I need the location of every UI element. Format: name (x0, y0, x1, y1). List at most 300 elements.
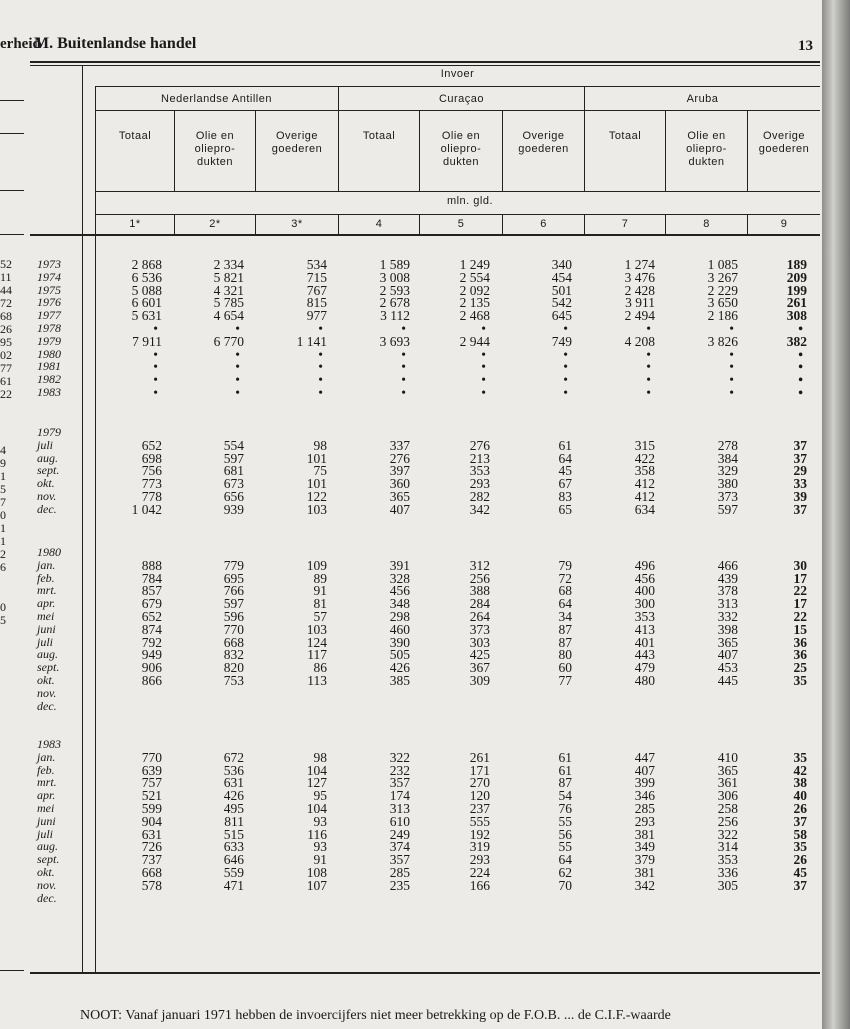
table-cell: 45 (558, 463, 572, 479)
table-cell: 109 (306, 557, 327, 573)
table-cell: 107 (306, 877, 327, 893)
col-number: 8 (703, 218, 710, 230)
table-cell: 249 (389, 826, 410, 842)
table-cell: 5 631 (131, 308, 162, 324)
table-cell: 599 (141, 801, 162, 816)
table-cell: 668 (223, 634, 244, 650)
subhead-overige: Overige goederen (518, 130, 569, 155)
row-label: mrt. (37, 583, 57, 598)
row-label: 1976 (37, 295, 61, 310)
table-cell: 672 (223, 749, 244, 765)
table-cell: • (729, 346, 734, 362)
table-cell: 353 (634, 609, 655, 624)
table-cell: 792 (141, 634, 162, 650)
table-cell: 89 (313, 570, 327, 586)
table-cell: • (798, 385, 803, 400)
table-cell: 124 (306, 634, 327, 650)
table-cell: 6 770 (213, 333, 244, 349)
table-cell: 401 (634, 634, 655, 650)
table-cell: • (563, 372, 568, 388)
table-cell: 29 (793, 463, 807, 479)
page-number: 13 (798, 38, 813, 54)
table-cell: 555 (469, 813, 490, 829)
table-cell: 904 (141, 813, 162, 829)
row-label: nov. (37, 877, 57, 892)
table-cell: 412 (634, 489, 655, 504)
table-cell: 753 (223, 673, 244, 688)
table-cell: 3 693 (379, 333, 410, 349)
table-cell: • (235, 346, 240, 362)
table-cell: 426 (223, 788, 244, 804)
row-label: dec. (37, 698, 57, 713)
table-cell: 315 (634, 437, 655, 453)
table-cell: 2 593 (379, 282, 410, 298)
row-label: 1978 (37, 321, 61, 335)
table-cell: 412 (634, 476, 655, 492)
table-cell: 308 (786, 308, 807, 324)
table-cell: 456 (389, 583, 410, 599)
table-cell: 332 (717, 609, 738, 624)
table-cell: 874 (141, 621, 162, 637)
table-cell: 322 (389, 749, 410, 765)
row-label: 1980 (37, 545, 61, 559)
row-label: aug. (37, 647, 58, 662)
row-label: 1979 (37, 425, 61, 439)
table-cell: 256 (469, 570, 490, 586)
table-cell: 380 (717, 476, 738, 492)
table-cell: 199 (786, 282, 807, 298)
table-cell: 578 (141, 877, 162, 893)
table-cell: 101 (306, 476, 327, 492)
table-cell: 103 (306, 501, 327, 517)
table-cell: 784 (141, 570, 162, 586)
table-cell: 646 (223, 852, 244, 868)
row-label: 1982 (37, 372, 61, 387)
table-cell: 381 (634, 826, 655, 842)
margin-rule (0, 100, 24, 101)
table-cell: 36 (793, 634, 807, 650)
table-cell: 42 (793, 762, 807, 778)
table-cell: 2 092 (459, 282, 490, 298)
table-cell: 2 494 (624, 308, 655, 324)
table-cell: 127 (306, 775, 327, 791)
table-cell: 104 (306, 762, 327, 778)
table-cell: 652 (141, 437, 162, 453)
table-cell: 70 (558, 877, 572, 893)
row-label: dec. (37, 890, 57, 905)
table-cell: 22 (793, 583, 807, 599)
table-cell: 2 186 (707, 308, 738, 324)
table-cell: 37 (793, 437, 807, 453)
table-cell: 293 (469, 852, 490, 868)
margin-fragment: 72 (0, 296, 12, 310)
table-cell: 276 (389, 450, 410, 466)
table-cell: 656 (223, 489, 244, 504)
table-cell: • (318, 385, 323, 400)
table-cell: 258 (717, 801, 738, 816)
margin-fragment: 7 (0, 495, 6, 509)
table-cell: 116 (307, 826, 327, 842)
table-cell: 256 (717, 813, 738, 829)
table-cell: 37 (793, 813, 807, 829)
table-cell: 72 (558, 570, 572, 586)
margin-fragment: 22 (0, 387, 12, 401)
table-cell: 79 (558, 557, 572, 573)
table-cell: 67 (558, 476, 572, 492)
invoer-header: Invoer (440, 68, 475, 80)
table-cell: 65 (558, 501, 572, 517)
table-cell: 479 (634, 660, 655, 676)
invoer-rule (95, 86, 820, 87)
table-cell: 360 (389, 476, 410, 492)
table-cell: 715 (306, 269, 327, 285)
row-label: sept. (37, 463, 60, 478)
table-cell: • (318, 321, 323, 336)
table-cell: 35 (793, 673, 807, 688)
col-number: 4 (375, 218, 383, 230)
col-number: 6 (540, 218, 547, 230)
header-rule (30, 61, 820, 63)
table-cell: 426 (389, 660, 410, 676)
margin-rule (0, 970, 24, 971)
left-page-fragment: erheid (0, 36, 41, 52)
table-cell: 17 (793, 570, 807, 586)
book-edge (822, 0, 850, 1029)
table-cell: 87 (558, 775, 572, 791)
table-cell: • (235, 372, 240, 388)
table-cell: 40 (793, 788, 807, 804)
row-label: 1980 (37, 346, 61, 361)
table-cell: 390 (389, 634, 410, 650)
col-number: 1* (129, 218, 141, 230)
table-cell: 342 (469, 501, 490, 517)
table-cell: 4 321 (213, 282, 244, 298)
table-cell: 113 (307, 673, 327, 688)
table-cell: 93 (313, 813, 327, 829)
margin-fragment: 61 (0, 374, 12, 388)
table-cell: 399 (634, 775, 655, 791)
table-cell: 374 (389, 839, 410, 855)
row-label: 1979 (37, 333, 61, 348)
table-cell: • (318, 372, 323, 388)
table-cell: • (235, 359, 240, 375)
table-cell: 668 (141, 865, 162, 880)
table-cell: • (798, 359, 803, 375)
table-cell: 64 (558, 852, 572, 868)
table-cell: 2 554 (459, 269, 490, 285)
col-number: 7 (621, 218, 629, 230)
table-cell: • (798, 321, 803, 336)
table-cell: 2 428 (624, 282, 655, 298)
table-cell: 340 (551, 257, 572, 272)
table-cell: 108 (306, 865, 327, 880)
table-cell: 68 (558, 583, 572, 599)
table-cell: 122 (306, 489, 327, 504)
margin-fragment: 0 (0, 508, 6, 522)
table-cell: 86 (313, 660, 327, 676)
table-cell: 757 (141, 775, 162, 791)
table-cell: 346 (634, 788, 655, 804)
table-cell: 6 601 (131, 295, 162, 311)
table-cell: 58 (793, 826, 807, 842)
margin-fragment: 6 (0, 560, 6, 574)
table-cell: 815 (306, 295, 327, 311)
table-cell: 695 (223, 570, 244, 586)
table-cell: 98 (313, 437, 327, 453)
table-cell: 3 008 (379, 269, 410, 285)
table-cell: • (481, 359, 486, 375)
table-cell: 652 (141, 609, 162, 624)
table-cell: • (153, 359, 158, 375)
table-cell: 373 (717, 489, 738, 504)
table-cell: 456 (634, 570, 655, 586)
subhead-overige: Overige goederen (271, 130, 323, 155)
table-cell: • (481, 321, 486, 336)
table-cell: 373 (469, 621, 490, 637)
table-cell: 407 (389, 501, 410, 517)
table-cell: • (646, 359, 651, 375)
row-label: 1983 (37, 385, 61, 399)
table-cell: 57 (313, 609, 327, 624)
subhead-totaal: Totaal (118, 130, 152, 142)
table-cell: 232 (389, 762, 410, 778)
row-label: nov. (37, 489, 57, 503)
table-cell: 398 (717, 621, 738, 637)
table-cell: 378 (717, 583, 738, 599)
margin-fragment: 95 (0, 335, 12, 349)
table-cell: 631 (141, 826, 162, 842)
table-cell: 767 (306, 282, 327, 298)
table-cell: 353 (469, 463, 490, 479)
table-cell: • (401, 359, 406, 375)
group-rule (95, 110, 820, 111)
table-cell: 93 (313, 839, 327, 855)
table-left-border (82, 65, 83, 972)
table-cell: 365 (717, 762, 738, 778)
table-cell: 631 (223, 775, 244, 791)
margin-fragment: 1 (0, 469, 6, 483)
table-cell: 811 (224, 813, 244, 829)
table-cell: 235 (389, 877, 410, 893)
table-cell: • (729, 321, 734, 336)
section-title: M. Buitenlandse handel (34, 35, 197, 52)
row-label: mei (37, 801, 55, 815)
table-cell: 80 (558, 647, 572, 663)
table-cell: 312 (469, 557, 490, 573)
row-label: juni (37, 621, 56, 636)
table-cell: 30 (793, 557, 807, 573)
table-cell: 166 (469, 877, 490, 893)
table-cell: 382 (786, 333, 807, 349)
table-cell: 37 (793, 450, 807, 466)
table-cell: 61 (558, 762, 572, 778)
table-cell: 410 (717, 749, 738, 765)
table-cell: 726 (141, 839, 162, 855)
table-cell: 2 468 (459, 308, 490, 324)
table-cell: 5 088 (131, 282, 162, 298)
table-cell: 679 (141, 596, 162, 612)
table-cell: 7 911 (132, 333, 162, 349)
group-curacao: Curaçao (438, 93, 485, 105)
table-cell: • (646, 385, 651, 400)
table-cell: 596 (223, 609, 244, 624)
row-label: apr. (37, 788, 56, 803)
table-cell: 35 (793, 749, 807, 765)
table-cell: 443 (634, 647, 655, 663)
row-label: apr. (37, 596, 56, 611)
table-cell: 103 (306, 621, 327, 637)
table-cell: 857 (141, 583, 162, 599)
table-cell: 55 (558, 813, 572, 829)
table-cell: 445 (717, 673, 738, 688)
table-cell: 749 (551, 333, 572, 349)
margin-fragment: 0 (0, 600, 6, 614)
margin-fragment: 52 (0, 257, 12, 271)
table-cell: 348 (389, 596, 410, 612)
table-cell: 38 (793, 775, 807, 791)
table-cell: 388 (469, 583, 490, 599)
table-cell: 62 (558, 865, 572, 880)
table-cell: 357 (389, 775, 410, 791)
row-label: 1977 (37, 308, 61, 323)
table-cell: 189 (786, 257, 807, 272)
table-cell: 542 (551, 295, 572, 311)
table-cell: 306 (717, 788, 738, 804)
table-cell: 534 (306, 257, 327, 272)
table-cell: 4 208 (624, 333, 655, 349)
table-cell: 381 (634, 865, 655, 880)
table-cell: 397 (389, 463, 410, 479)
table-cell: • (318, 359, 323, 375)
table-cell: 673 (223, 476, 244, 492)
margin-fragment: 77 (0, 361, 12, 375)
table-cell: 379 (634, 852, 655, 868)
margin-rule (0, 133, 24, 134)
table-cell: 4 654 (213, 308, 244, 324)
table-cell: 285 (389, 865, 410, 880)
table-cell: 270 (469, 775, 490, 791)
table-cell: 400 (634, 583, 655, 599)
table-cell: 81 (313, 596, 327, 612)
table-cell: 770 (223, 621, 244, 637)
table-cell: • (401, 372, 406, 388)
table-cell: • (401, 346, 406, 362)
table-cell: 264 (469, 609, 490, 624)
table-cell: 285 (634, 801, 655, 816)
table-cell: 425 (469, 647, 490, 663)
table-cell: 384 (717, 450, 738, 466)
table-cell: 820 (223, 660, 244, 676)
table-cell: 224 (469, 865, 490, 880)
table-cell: • (798, 372, 803, 388)
table-cell: 342 (634, 877, 655, 893)
table-cell: 1 141 (296, 333, 327, 349)
table-cell: 681 (223, 463, 244, 479)
table-cell: 2 334 (213, 257, 244, 272)
table-cell: 639 (141, 762, 162, 778)
table-cell: 5 821 (213, 269, 244, 285)
table-cell: 2 678 (379, 295, 410, 311)
margin-rule (0, 234, 24, 235)
row-label: feb. (37, 762, 55, 777)
table-cell: • (401, 385, 406, 400)
table-cell: 939 (223, 501, 244, 517)
margin-fragment: 1 (0, 521, 6, 535)
table-cell: 87 (558, 634, 572, 650)
table-cell: 37 (793, 877, 807, 893)
table-cell: 305 (717, 877, 738, 893)
table-cell: 832 (223, 647, 244, 663)
table-cell: 521 (141, 788, 162, 804)
table-cell: 610 (389, 813, 410, 829)
table-cell: 349 (634, 839, 655, 855)
table-cell: 367 (469, 660, 490, 676)
row-label: okt. (37, 865, 55, 879)
table-cell: 471 (223, 877, 244, 893)
row-label: aug. (37, 450, 58, 465)
row-label: 1975 (37, 282, 61, 297)
table-cell: 278 (717, 437, 738, 453)
header-rule-thin (30, 65, 820, 66)
table-cell: 61 (558, 437, 572, 453)
row-label: okt. (37, 476, 55, 491)
row-label: juli (37, 634, 54, 649)
col-number: 9 (780, 218, 788, 230)
table-cell: 314 (717, 839, 738, 855)
table-cell: 6 536 (131, 269, 162, 285)
table-cell: 2 868 (131, 257, 162, 272)
margin-fragment: 4 (0, 443, 6, 457)
row-label: feb. (37, 570, 55, 585)
subhead-olie: Olie en oliepro- dukten (194, 130, 236, 168)
table-cell: 120 (469, 788, 490, 804)
table-cell: 98 (313, 749, 327, 765)
table-cell: 1 042 (131, 501, 162, 517)
subhead-totaal: Totaal (362, 130, 396, 142)
body-rule (30, 234, 820, 236)
table-cell: 322 (717, 826, 738, 842)
table-cell: 60 (558, 660, 572, 676)
subhead-olie: Olie en oliepro- dukten (686, 130, 727, 168)
row-label: sept. (37, 852, 60, 867)
table-cell: 34 (558, 609, 572, 624)
table-cell: 54 (558, 788, 572, 804)
table-cell: • (401, 321, 406, 336)
table-cell: 3 476 (624, 269, 655, 285)
table-cell: 365 (389, 489, 410, 504)
row-label: juni (37, 813, 56, 828)
margin-fragment: 26 (0, 322, 12, 336)
table-cell: 460 (389, 621, 410, 637)
table-cell: 536 (223, 762, 244, 778)
row-label: sept. (37, 660, 60, 675)
table-cell: 3 267 (707, 269, 738, 285)
table-cell: 413 (634, 621, 655, 637)
footnote: NOOT: Vanaf januari 1971 hebben de invoercijfers niet meer betrekking op de F.O.B. ... de C.I.F.-waarde (80, 1008, 671, 1023)
table-cell: 33 (793, 476, 807, 492)
row-label: mei (37, 609, 55, 623)
table-cell: 77 (558, 673, 572, 688)
table-cell: 906 (141, 660, 162, 676)
col-number: 5 (457, 218, 465, 230)
row-label: juli (37, 826, 54, 841)
group-nederlandse-antillen: Nederlandse Antillen (161, 93, 272, 105)
table-cell: 480 (634, 673, 655, 688)
table-cell: • (646, 372, 651, 388)
table-cell: • (153, 372, 158, 388)
table-cell: 17 (793, 596, 807, 612)
table-cell: • (235, 321, 240, 336)
